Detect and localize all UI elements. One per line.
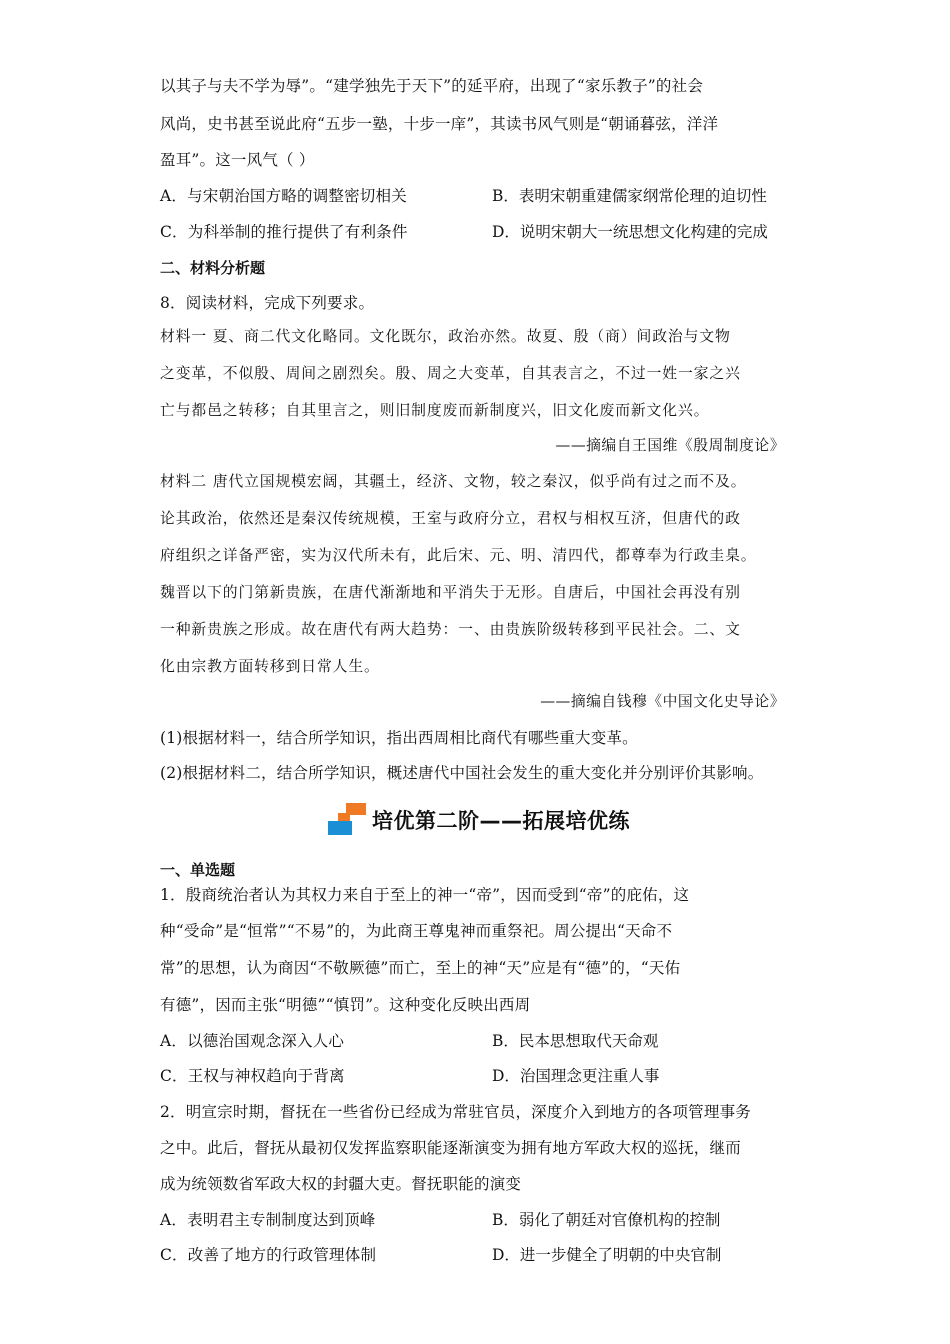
q1-option-d[interactable]: D．治国理念更注重人事 (492, 1067, 660, 1085)
section-heading-material-analysis: 二、材料分析题 (160, 259, 266, 277)
q2-option-b[interactable]: B．弱化了朝廷对官僚机构的控制 (492, 1211, 721, 1229)
q1-option-a[interactable]: A．以德治国观念深入人心 (160, 1032, 345, 1050)
material-one-line: 材料一 夏、商二代文化略同。文化既尔，政治亦然。故夏、殷（商）间政治与文物 (160, 328, 731, 345)
material-one-line: 亡与都邑之转移；自其里言之，则旧制度废而新制度兴，旧文化废而新文化兴。 (160, 402, 710, 419)
material-two-line: 一种新贵族之形成。故在唐代有两大趋势：一、由贵族阶级转移到平民社会。二、文 (160, 621, 741, 638)
q7-line-1: 以其子与夫不学为辱”。“建学独先于天下”的延平府，出现了“家乐教子”的社会 (160, 77, 704, 95)
q7-option-c[interactable]: C．为科举制的推行提供了有利条件 (160, 223, 408, 241)
q7-option-b[interactable]: B．表明宋朝重建儒家纲常伦理的迫切性 (492, 187, 767, 205)
section-heading-single-choice: 一、单选题 (160, 861, 236, 879)
q1-line: 1．殷商统治者认为其权力来自于至上的神一“帝”，因而受到“帝”的庇佑，这 (160, 886, 690, 904)
q2-line: 之中。此后，督抚从最初仅发挥监察职能逐渐演变为拥有地方军政大权的巡抚，继而 (160, 1139, 741, 1157)
material-two-line: 材料二 唐代立国规模宏阔，其疆土，经济、文物，较之秦汉，似乎尚有过之而不及。 (160, 473, 747, 490)
q1-option-c[interactable]: C．王权与神权趋向于背离 (160, 1067, 345, 1085)
material-one-source: ——摘编自王国维《殷周制度论》 (555, 437, 785, 454)
q1-option-b[interactable]: B．民本思想取代天命观 (492, 1032, 659, 1050)
q8-sub-question-2: (2)根据材料二，结合所学知识，概述唐代中国社会发生的重大变化并分别评价其影响。 (160, 764, 764, 782)
q7-line-3: 盈耳”。这一风气（ ） (160, 151, 315, 169)
material-two-line: 府组织之详备严密，实为汉代所未有，此后宋、元、明、清四代，都尊奉为行政圭臬。 (160, 547, 757, 564)
q1-line: 常”的思想，认为商因“不敬厥德”而亡，至上的神“天”应是有“德”的，“天佑 (160, 959, 681, 977)
q7-option-a[interactable]: A．与宋朝治国方略的调整密切相关 (160, 187, 407, 205)
q2-line: 成为统领数省军政大权的封疆大吏。督抚职能的演变 (160, 1175, 522, 1193)
material-two-line: 魏晋以下的门第新贵族，在唐代渐渐地和平消失于无形。自唐后，中国社会再没有别 (160, 584, 741, 601)
q2-option-c[interactable]: C．改善了地方的行政管理体制 (160, 1246, 377, 1264)
section-banner (328, 800, 630, 840)
section-banner-title: 培优第二阶——拓展培优练 (372, 809, 630, 833)
q2-option-d[interactable]: D．进一步健全了明朝的中央官制 (492, 1246, 722, 1264)
q7-line-2: 风尚，史书甚至说此府“五步一塾，十步一庠”，其读书风气则是“朝诵暮弦，洋洋 (160, 115, 719, 133)
q7-option-d[interactable]: D．说明宋朝大一统思想文化构建的完成 (492, 223, 768, 241)
material-two-source: ——摘编自钱穆《中国文化史导论》 (540, 693, 785, 710)
q1-line: 种“受命”是“恒常”“不易”的，为此商王尊鬼神而重祭祀。周公提出“天命不 (160, 922, 673, 940)
q2-line: 2．明宣宗时期，督抚在一些省份已经成为常驻官员，深度介入到地方的各项管理事务 (160, 1103, 751, 1121)
material-one-line: 之变革，不似殷、周间之剧烈矣。殷、周之大变革，自其表言之，不过一姓一家之兴 (160, 365, 741, 382)
q2-option-a[interactable]: A．表明君主专制制度达到顶峰 (160, 1211, 376, 1229)
q8-intro: 8．阅读材料，完成下列要求。 (160, 294, 375, 312)
q8-sub-question-1: (1)根据材料一，结合所学知识，指出西周相比商代有哪些重大变革。 (160, 729, 638, 747)
material-two-line: 化由宗教方面转移到日常人生。 (160, 658, 380, 675)
section-logo-icon (328, 803, 366, 837)
q1-line: 有德”，因而主张“明德”“慎罚”。这种变化反映出西周 (160, 996, 531, 1014)
material-two-line: 论其政治，依然还是秦汉传统规模，王室与政府分立，君权与相权互济，但唐代的政 (160, 510, 741, 527)
